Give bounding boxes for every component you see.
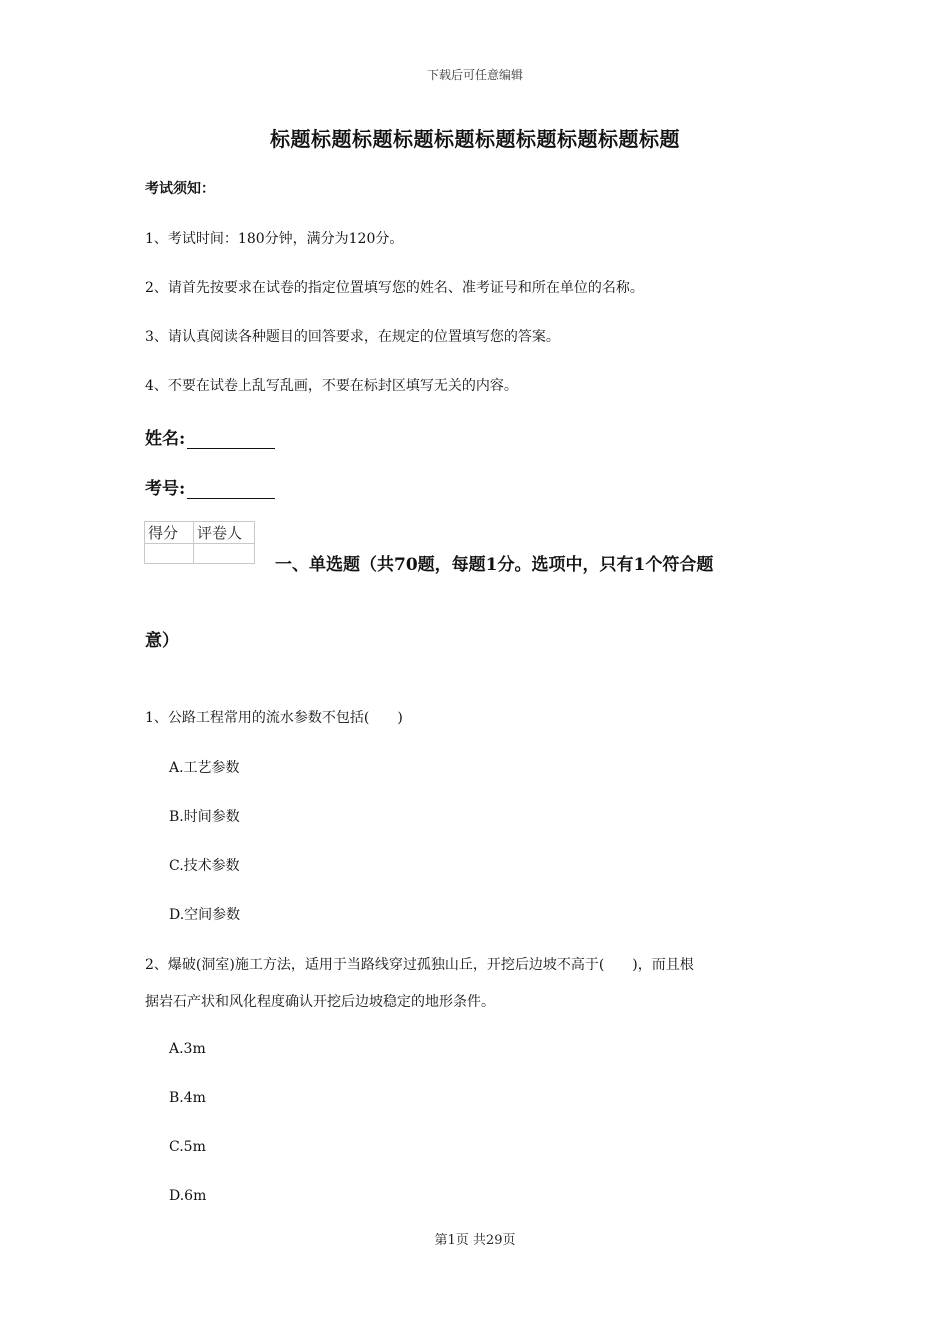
- notice-item: 2、请首先按要求在试卷的指定位置填写您的姓名、准考证号和所在单位的名称。: [145, 280, 644, 296]
- question-1-option: D.空间参数: [169, 907, 241, 923]
- question-2-text: 2、爆破(洞室)施工方法，适用于当路线穿过孤独山丘，开挖后边坡不高于( )，而且根: [145, 957, 694, 973]
- question-1-text: 1、公路工程常用的流水参数不包括( ): [145, 710, 403, 726]
- score-header: 得分: [145, 522, 194, 544]
- question-2-option: C.5m: [169, 1139, 206, 1155]
- question-1-option: B.时间参数: [169, 809, 240, 825]
- question-1-option: C.技术参数: [169, 858, 240, 874]
- question-2-text-continued: 据岩石产状和风化程度确认开挖后边坡稳定的地形条件。: [145, 994, 495, 1010]
- grader-header: 评卷人: [194, 522, 255, 544]
- exam-id-blank-line[interactable]: [187, 480, 275, 499]
- question-1-option: A.工艺参数: [169, 760, 240, 776]
- page-footer: 第1页 共29页: [434, 1233, 516, 1248]
- question-2-option: B.4m: [169, 1090, 206, 1106]
- notice-item: 3、请认真阅读各种题目的回答要求，在规定的位置填写您的答案。: [145, 329, 560, 345]
- notice-item: 1、考试时间：180分钟，满分为120分。: [145, 231, 404, 247]
- question-2-option: D.6m: [169, 1188, 207, 1204]
- name-label: 姓名:: [145, 429, 186, 449]
- grader-cell[interactable]: [194, 544, 255, 564]
- section-title: 一、单选题（共70题，每题1分。选项中，只有1个符合题: [275, 555, 714, 575]
- notice-heading: 考试须知：: [145, 181, 215, 197]
- document-title: 标题标题标题标题标题标题标题标题标题标题: [270, 127, 680, 151]
- section-title-continued: 意）: [145, 631, 179, 651]
- name-field[interactable]: [145, 424, 275, 449]
- question-2-option: A.3m: [169, 1041, 206, 1057]
- score-cell[interactable]: [145, 544, 194, 564]
- notice-item: 4、不要在试卷上乱写乱画，不要在标封区填写无关的内容。: [145, 378, 518, 394]
- name-blank-line[interactable]: [187, 430, 275, 449]
- score-table: [144, 521, 255, 564]
- exam-id-field[interactable]: [145, 474, 275, 499]
- exam-id-label: 考号:: [145, 479, 186, 499]
- header-note: 下载后可任意编辑: [426, 68, 523, 82]
